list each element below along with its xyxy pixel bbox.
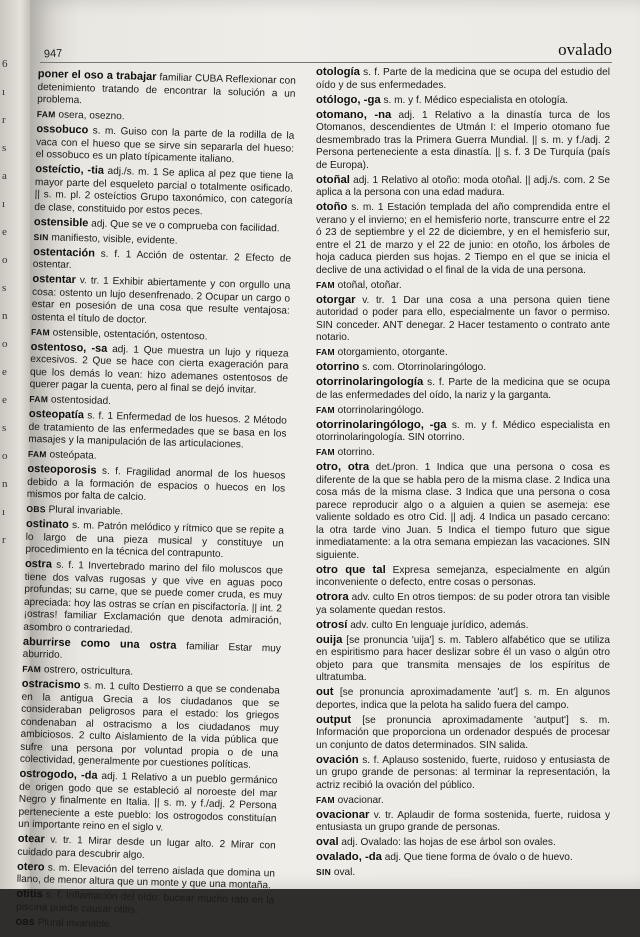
entry-headword: ostra	[24, 557, 53, 571]
note-label: FAM	[22, 663, 42, 675]
entry-definition: v. tr. 1 Exhibir abiertamente y con orgullo una cosa: ostento un lujo desenfrenado. 2 Ocupar un cargo o estar en posesión de una cosa que resulte ventajosa: ostenta el título de doctor.	[31, 275, 291, 326]
right-column	[316, 66, 610, 881]
note-label: FAM	[27, 448, 47, 460]
entry-headword: otear	[17, 832, 45, 846]
entry-definition: [se pronuncia aproximadamente 'aut'] s. m. En algunos deportes, indica que la pelota ha salido fuera del campo.	[316, 687, 610, 711]
note-label: SIN	[316, 867, 332, 877]
entry-note	[316, 346, 610, 360]
adjacent-page-char: o	[2, 338, 8, 350]
dictionary-entry	[316, 109, 610, 173]
dictionary-entry	[36, 123, 295, 168]
entry-definition: adv. culto En otros tiempos: de su poder otrora tan visible ya solamente quedan restos.	[316, 592, 610, 616]
entry-definition: s. m. 1 culto Destierro a que se condenaba en la antigua Grecia a los ciudadanos que se consideraban peligrosos para el estado: los griegos condenaban al ostracismo a los ciudadanos muy ambiciosos. 2 culto Aislamiento de la vida pública que sufre una persona por voluntad propia o de una colectividad, generalmente por cuestiones políticas.	[19, 680, 280, 771]
entry-definition: det./pron. 1 Indica que una persona o cosa es diferente de la que se habla pero de la misma clase. 2 Indica una cosa más de la misma clase. 3 Indica que una persona o cosa parece reproducir algo o a alguien a quien se asemeja: ese valiente soldado es otro Cid. || adj. 4 Indica un pasado cercano: la otra tarde vino Juan. 5 Indica el tiempo futuro que sigue inmediatamente: a la otra semana empiezan las vacaciones. SIN siguiente.	[316, 462, 610, 561]
entry-definition: [se pronuncia 'uija'] s. m. Tablero alfabético que se utiliza en espiritismo para hacer deslizar sobre él un vaso o algún otro objeto para que transmita mensajes de los espíritus de ultratumba.	[316, 634, 610, 683]
entry-headword: aburrirse como una ostra	[22, 635, 177, 652]
entry-definition: s. m. y f. Médico especialista en otorrinolaringología. SIN otorrino.	[316, 419, 610, 443]
entry-definition: familiar Estar muy aburrido.	[22, 640, 282, 661]
adjacent-page-char: n	[2, 310, 8, 322]
entry-definition: adj. Ovalado: las hojas de ese árbol son ovales.	[338, 837, 556, 848]
note-label: FAM	[30, 326, 51, 337]
entry-definition: v. tr. Aplaudir de forma sostenida, fuerte, ruidosa y entusiasta un grupo grande de personas.	[316, 809, 610, 833]
entry-headword: otorrino	[316, 361, 360, 373]
entry-headword: ovación	[316, 753, 359, 766]
entry-headword: otrosí	[316, 618, 348, 631]
entry-note	[316, 446, 610, 460]
entry-note	[316, 794, 610, 808]
dictionary-entry	[316, 754, 610, 793]
entry-headword: otorgar	[316, 293, 356, 306]
note-label: OBS	[15, 916, 36, 927]
dictionary-entry	[18, 768, 278, 838]
entry-note	[316, 866, 610, 880]
page-number: 947	[43, 47, 63, 61]
entry-headword: otero	[16, 860, 45, 873]
entry-definition: s. m. y f. Médico especialista en otología.	[380, 94, 569, 106]
entry-headword: ostinato	[25, 517, 69, 531]
note-text: otorrinolaringólogo.	[334, 404, 425, 416]
adjacent-page-char: s	[2, 142, 7, 154]
entry-definition: s. f. 1 Invertebrado marino del filo moluscos que tiene dos valvas rugosas y que vive en aguas poco profundas; su carne, que se puede comer cruda, es muy apreciada: hoy las ostras se crían en piscifactoría. || int. 2 ¡ostras! familiar Exclamación que denota admiración, asombro o contrariedad.	[23, 559, 284, 636]
page-header	[40, 34, 612, 63]
entry-headword: ostentoso, -sa	[30, 340, 108, 355]
note-text: Plural invariable.	[34, 916, 113, 930]
dictionary-entry	[20, 678, 280, 773]
dictionary-entry	[316, 619, 610, 633]
entry-definition: s. m. Patrón melódico y rítmico que se repite a lo largo de una pieza musical y constituye un procedimiento en la técnica del contrapunto.	[25, 519, 285, 561]
adjacent-page-char: o	[2, 254, 8, 266]
entry-headword: ovalado, -da	[316, 851, 382, 863]
entry-definition: adj. 1 Relativo a la dinastía turca de los Otomanos, descendientes de Utmán I: el Imperio otomano fue desmembrado tras la Primera Guerra Mundial. || s. m. y f./adj. 2 Persona perteneciente a esta dinastía. || s. f. 3 De Turquía (país de Europa).	[316, 109, 610, 171]
entry-headword: output	[316, 713, 352, 726]
entry-definition: [se pronuncia aproximadamente 'autput'] s. m. Información que proporciona un ordenador después de procesar un conjunto de datos determinados. SIN salida.	[316, 714, 610, 751]
adjacent-page-char: e	[2, 226, 7, 238]
entry-headword: ostracismo	[21, 677, 81, 692]
note-text: manifiesto, visible, evidente.	[48, 231, 178, 247]
adjacent-page-char: a	[2, 170, 7, 182]
note-label: FAM	[36, 108, 56, 120]
note-label: FAM	[316, 794, 335, 805]
dictionary-entry	[316, 564, 610, 590]
entry-headword: ostrogodo, -da	[19, 767, 98, 782]
note-label: OBS	[26, 503, 46, 515]
dictionary-entry	[30, 340, 289, 398]
entry-headword: osteoporosis	[27, 462, 97, 477]
note-text: ostrero, ostricultura.	[40, 664, 134, 678]
entry-definition: v. tr. 1 Mirar desde un lugar alto. 2 Mirar con cuidado para descubrir algo.	[17, 834, 276, 861]
adjacent-page-char: s	[2, 282, 7, 294]
dictionary-entry	[316, 686, 610, 712]
entry-definition: s. m. 1 Estación templada del año comprendida entre el verano y el invierno; en el hemisferio norte, transcurre entre el 22 ó 23 de septiembre y el 22 de diciembre, y en el hemisferio sur, entre el 21 de marzo y el 22 de junio: en otoño, los árboles de hoja caduca pierden sus hojas. 2 Tiempo en el que se inicia el declive de una actividad o el final de la vida de una persona.	[316, 202, 610, 276]
guide-word: ovalado	[558, 40, 612, 59]
adjacent-page-char: n	[2, 478, 8, 490]
entry-headword: ostensible	[33, 215, 89, 229]
entry-headword: otro, otra	[316, 461, 370, 473]
entry-definition: adj./s. m. 1 Se aplica al pez que tiene la mayor parte del esqueleto parcial o totalmente osificado. || s. m. pl. 2 osteíctios Grupo taxonómico, con categoría de clase, constituido por estos peces.	[34, 165, 294, 217]
note-text: otorrino.	[334, 447, 375, 458]
entry-definition: adv. culto En lenguaje jurídico, además.	[347, 619, 529, 631]
adjacent-page-char: o	[2, 450, 8, 462]
dictionary-entry	[316, 634, 610, 685]
entry-headword: otólogo, -ga	[316, 93, 381, 106]
entry-note	[316, 404, 610, 418]
dictionary-entry	[316, 294, 610, 345]
dictionary-entry	[25, 518, 284, 563]
dictionary-entry	[316, 851, 610, 865]
adjacent-page-char: ı	[2, 86, 6, 98]
adjacent-page-char: ı	[2, 506, 6, 518]
entry-definition: adj. Que tiene forma de óvalo o de huevo.	[381, 852, 573, 863]
adjacent-page-char: s	[2, 422, 7, 434]
entry-definition: s. f. Aplauso sostenido, fuerte, ruidoso y entusiasta de un grupo grande de personas: al terminar la representación, la actriz recibió la ovación del público.	[316, 754, 610, 791]
entry-headword: oval	[316, 836, 339, 848]
entry-definition: s. f. Parte de la medicina que se ocupa del estudio del oído y de sus enfermedades.	[316, 67, 610, 91]
entry-definition: s. f. 1 Acción de ostentar. 2 Efecto de ostentar.	[32, 248, 292, 271]
note-text: osteópata.	[46, 449, 97, 462]
dictionary-entry	[316, 836, 610, 850]
entry-headword: ostentar	[32, 272, 77, 287]
entry-headword: otorrinolaringología	[316, 376, 424, 388]
adjacent-page-char: r	[2, 114, 6, 126]
entry-headword: osteopatía	[28, 407, 85, 422]
dictionary-entry	[316, 361, 610, 375]
note-text: ostensible, ostentación, ostentoso.	[49, 326, 208, 343]
entry-headword: otrora	[316, 591, 349, 603]
note-text: osera, osezno.	[55, 109, 125, 123]
note-text: ostentosidad.	[48, 394, 112, 408]
entry-headword: otro que tal	[316, 563, 386, 576]
note-text: ovacionar.	[334, 794, 384, 806]
entry-headword: otomano, -na	[316, 108, 392, 121]
entry-headword: otoño	[316, 201, 348, 213]
entry-note	[316, 279, 610, 293]
dictionary-entry	[316, 94, 610, 108]
adjacent-page-char: 6	[2, 58, 8, 70]
note-text: Plural invariable.	[45, 504, 124, 518]
dictionary-entry	[34, 163, 293, 221]
dictionary-entry	[23, 558, 283, 641]
dictionary-entry	[316, 376, 610, 402]
dictionary-entry	[316, 714, 610, 753]
dictionary-entry	[316, 809, 610, 835]
dictionary-entry	[316, 419, 610, 445]
note-text: oval.	[331, 867, 356, 878]
dictionary-entry	[316, 201, 610, 277]
entry-definition: s. f. 1 Enfermedad de los huesos. 2 Método de tratamiento de las enfermedades que se basa en los masajes y la manipulación de las articulaciones.	[28, 410, 287, 451]
dictionary-page	[15, 0, 640, 930]
entry-definition: adj. Que se ve o comprueba con facilidad.	[88, 217, 280, 234]
dictionary-entry	[316, 591, 610, 617]
note-text: otoñal, otoñar.	[334, 279, 402, 291]
dictionary-entry	[316, 66, 610, 92]
adjacent-page-char: e	[2, 394, 7, 406]
note-label: FAM	[316, 447, 335, 457]
entry-headword: ouija	[316, 633, 343, 646]
dictionary-entry	[316, 174, 610, 200]
entry-headword: otoñal	[316, 173, 350, 186]
note-text: otorgamiento, otorgante.	[334, 347, 448, 358]
entry-headword: otitis	[16, 887, 43, 901]
note-label: FAM	[316, 279, 335, 290]
entry-definition: s. f. Parte de la medicina que se ocupa de las enfermedades del oído, la nariz y la garganta.	[316, 377, 610, 401]
entry-definition: adj. 1 Que muestra un lujo y riqueza excesivos. 2 Que se hace con cierta exageración para que los demás lo vean: hizo ademanes ostentosos de querer pagar la cuenta, pero al final se dejó invitar.	[29, 343, 289, 396]
dictionary-entry	[27, 463, 286, 508]
entry-definition: v. tr. 1 Dar una cosa a una persona quien tiene autoridad o poder para ello, especialmente un favor o permiso. SIN conceder. ANT denegar. 2 Hacer testamento o contrato ante notario.	[316, 294, 610, 343]
left-column	[15, 68, 295, 937]
dictionary-entry	[28, 408, 287, 453]
note-label: FAM	[29, 393, 49, 405]
adjacent-page-char: ı	[2, 198, 6, 210]
entry-headword: otología	[316, 66, 360, 78]
entry-definition: s. f. Fragilidad anormal de los huesos debido a la formación de espacios o huecos en los mismos por falta de calcio.	[26, 465, 286, 503]
adjacent-page-char: r	[2, 534, 6, 546]
note-label: SIN	[33, 231, 49, 242]
entry-definition: s. m. Guiso con la parte de la rodilla de la vaca con el hueso que se sirve sin separarla del hueso: el ossobuco es un plato típicamente italiano.	[35, 125, 295, 166]
entry-definition: s. m. Elevación del terreno aislada que domina un llano, de menor altura que un monte y que una montaña.	[16, 861, 276, 892]
entry-headword: out	[316, 686, 334, 698]
note-label: FAM	[316, 404, 335, 415]
entry-headword: osteíctio, -tia	[35, 162, 105, 177]
entry-headword: otorrinolaringólogo, -ga	[316, 418, 447, 431]
adjacent-page-char: e	[2, 366, 7, 378]
dictionary-entry	[37, 68, 296, 113]
note-label: FAM	[316, 347, 335, 357]
entry-definition: s. f. Inflamación del oído: bucear mucho rato en la piscina puede causar otitis.	[15, 889, 275, 916]
entry-definition: s. com. Otorrinolaringólogo.	[359, 362, 487, 373]
entry-headword: ovacionar	[316, 808, 370, 821]
entry-definition: familiar CUBA Reflexionar con detenimiento tratando de encontrar la solución a un problema.	[37, 72, 296, 107]
dictionary-entry	[31, 273, 290, 331]
entry-definition: Expresa semejanza, especialmente en algún inconveniente o defecto, entre cosas o personas.	[316, 564, 610, 588]
dictionary-entry	[316, 461, 610, 562]
entry-definition: adj. 1 Relativo a un pueblo germánico de origen godo que se estableció al noroeste del mar Negro y finalmente en Italia. || s. m. y f./adj. 2 Persona perteneciente a este pueblo: los ostrogodos constituían un importante reino en el siglo v.	[18, 770, 278, 834]
entry-headword: poner el oso a trabajar	[37, 68, 157, 84]
entry-headword: ossobuco	[36, 122, 89, 137]
entry-headword: ostentación	[33, 245, 96, 260]
entry-definition: adj. 1 Relativo al otoño: moda otoñal. || adj./s. com. 2 Se aplica a la persona con una edad madura.	[316, 174, 610, 198]
